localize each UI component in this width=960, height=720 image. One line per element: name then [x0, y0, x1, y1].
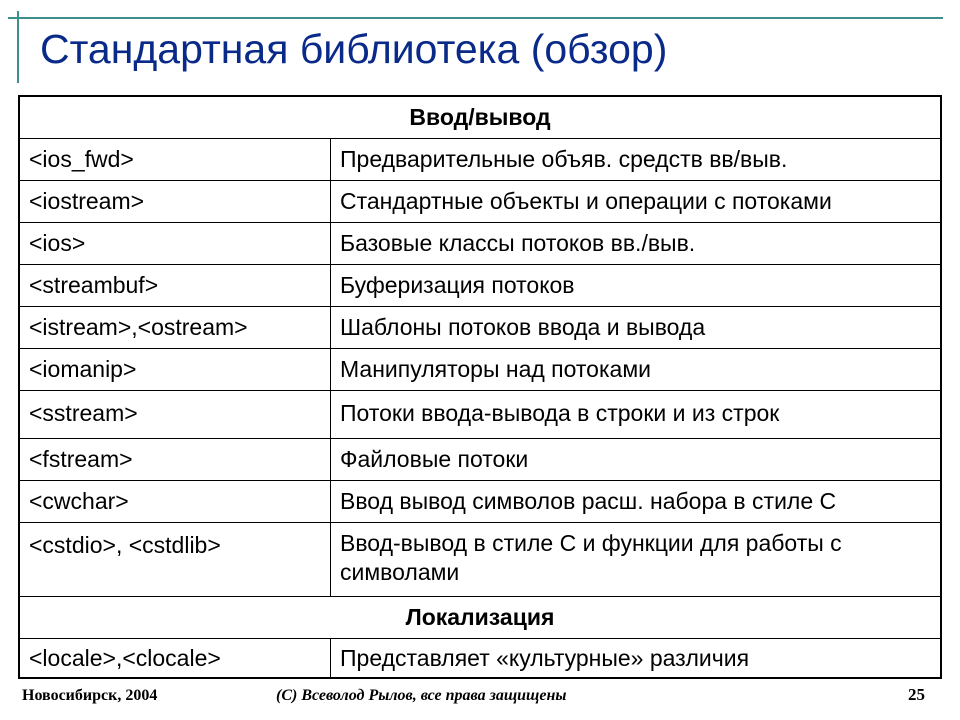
header-description-cell: Стандартные объекты и операции с потоками [331, 180, 942, 222]
table-row [19, 390, 941, 438]
table-row [19, 522, 941, 596]
section-heading-localization: Локализация [19, 596, 941, 638]
header-description-cell: Манипуляторы над потоками [331, 348, 942, 390]
table-row [19, 438, 941, 480]
header-name-cell: <cwchar> [19, 480, 331, 522]
table-row [19, 222, 941, 264]
header-name-cell: <ios_fwd> [19, 138, 331, 180]
footer-city-year: Новосибирск, 2004 [22, 687, 158, 704]
header-description-cell: Потоки ввода-вывода в строки и из строк [331, 390, 942, 438]
header-name-cell: <ios> [19, 222, 331, 264]
table-row [19, 264, 941, 306]
header-description-cell: Файловые потоки [331, 438, 942, 480]
header-name-cell: <locale>,<clocale> [19, 638, 331, 678]
header-name-cell: <streambuf> [19, 264, 331, 306]
table-row [19, 306, 941, 348]
header-description-cell: Буферизация потоков [331, 264, 942, 306]
table-row [19, 138, 941, 180]
header-description-cell: Ввод-вывод в стиле С и функции для работы с символами [331, 522, 942, 596]
footer-copyright: (С) Всеволод Рылов, все права защищены [276, 687, 567, 704]
header-name-cell: <iomanip> [19, 348, 331, 390]
header-name-cell: <sstream> [19, 390, 331, 438]
table-row [19, 180, 941, 222]
header-description-cell: Базовые классы потоков вв./выв. [331, 222, 942, 264]
section-row-localization [19, 596, 941, 638]
decorative-vertical-line [17, 11, 19, 83]
header-description-cell: Шаблоны потоков ввода и вывода [331, 306, 942, 348]
header-name-cell: <fstream> [19, 438, 331, 480]
library-overview-table [18, 95, 942, 679]
header-description-cell: Ввод вывод символов расш. набора в стиле С [331, 480, 942, 522]
section-row-io [19, 96, 941, 138]
section-heading-io: Ввод/вывод [19, 96, 941, 138]
header-description-cell: Представляет «культурные» различия [331, 638, 942, 678]
header-name-cell: <istream>,<ostream> [19, 306, 331, 348]
decorative-horizontal-line [8, 17, 943, 19]
header-description-cell: Предварительные объяв. средств вв/выв. [331, 138, 942, 180]
header-name-cell: <cstdio>, <cstdlib> [19, 522, 331, 596]
header-name-cell: <iostream> [19, 180, 331, 222]
table-row [19, 480, 941, 522]
table-row [19, 638, 941, 678]
page-number: 25 [908, 685, 925, 704]
slide-title: Стандартная библиотека (обзор) [40, 26, 668, 72]
table-row [19, 348, 941, 390]
